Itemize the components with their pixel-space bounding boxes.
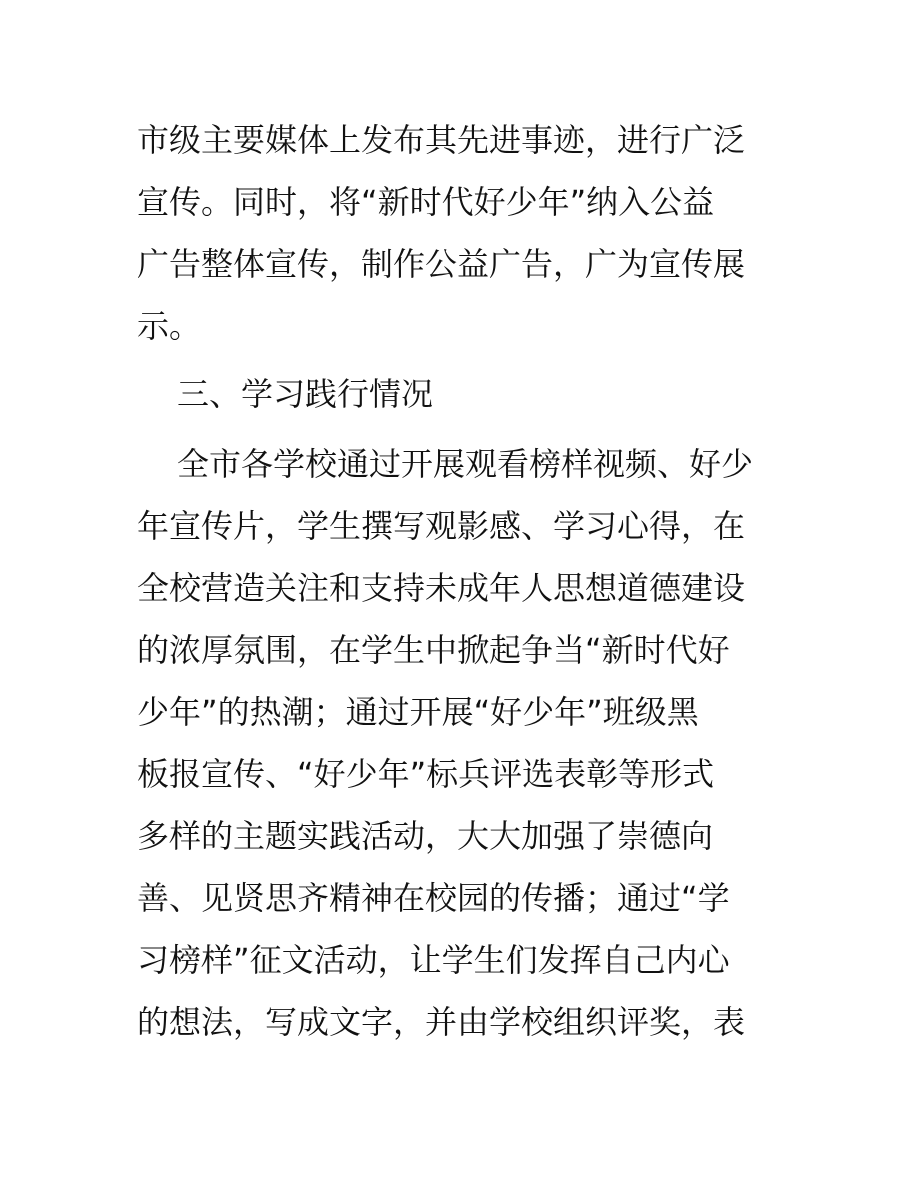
- body-text-line: 板报宣传、“好少年”标兵评选表彰等形式: [137, 755, 715, 793]
- body-text-line: 宣传。同时，将“新时代好少年”纳入公益: [137, 183, 715, 221]
- body-text-line: 善、见贤思齐精神在校园的传播；通过“学: [137, 879, 730, 917]
- body-text-line: 示。: [137, 307, 202, 345]
- body-text-line: 的浓厚氛围，在学生中掀起争当“新时代好: [137, 631, 730, 669]
- section-heading: 三、学习践行情况: [177, 375, 434, 413]
- body-text-line: 的想法，写成文字，并由学校组织评奖，表: [137, 1003, 746, 1041]
- body-text-line: 多样的主题实践活动，大大加强了崇德向: [137, 817, 714, 855]
- body-text-line: 广告整体宣传，制作公益广告，广为宣传展: [137, 245, 746, 283]
- body-text-line: 全市各学校通过开展观看榜样视频、好少: [177, 445, 754, 483]
- body-text-line: 年宣传片，学生撰写观影感、学习心得，在: [137, 507, 746, 545]
- body-text-line: 习榜样”征文活动，让学生们发挥自己内心: [137, 941, 730, 979]
- body-text-line: 少年”的热潮；通过开展“好少年”班级黑: [137, 693, 699, 731]
- body-text-line: 全校营造关注和支持未成年人思想道德建设: [137, 569, 746, 607]
- body-text-line: 市级主要媒体上发布其先进事迹，进行广泛: [137, 121, 746, 159]
